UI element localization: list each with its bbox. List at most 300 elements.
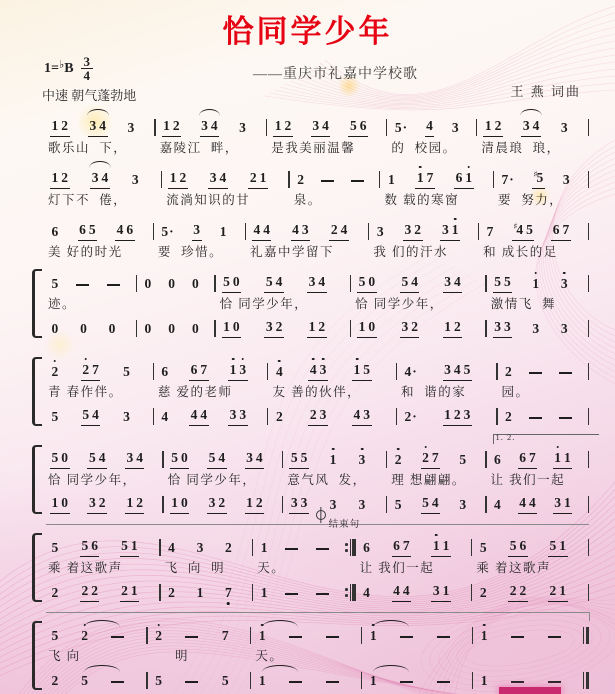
note: 4 — [92, 407, 99, 422]
decor — [345, 588, 348, 591]
note: 4 — [218, 450, 226, 465]
dash-line — [285, 548, 298, 550]
barline — [252, 539, 253, 556]
lyrics: 理 想翩翩。 — [391, 473, 466, 487]
note-group — [368, 627, 378, 645]
note: 0 — [232, 274, 240, 289]
dash-line — [107, 284, 120, 286]
note: 3 — [444, 362, 451, 377]
notation-row-voice2 — [150, 668, 254, 690]
key-signature — [44, 55, 93, 82]
dash-line — [289, 636, 302, 638]
note: 3 — [319, 407, 327, 422]
note-group — [274, 408, 284, 426]
note-group — [504, 363, 514, 381]
measure — [46, 447, 166, 514]
note-group — [223, 539, 233, 557]
note-group — [208, 169, 228, 189]
note-group — [195, 584, 205, 602]
note: 3 — [208, 495, 216, 510]
notation-row-voice2 — [139, 316, 218, 338]
measure — [46, 623, 150, 690]
barline — [588, 223, 589, 240]
notation-row-voice1 — [164, 167, 292, 189]
lyrics: 嘉陵江 畔， — [159, 141, 239, 155]
notation-row-voice1 — [489, 447, 591, 469]
octave-dot-high — [54, 360, 57, 363]
note: 1 — [559, 583, 566, 598]
note: 2 — [154, 628, 164, 643]
note-group — [120, 537, 140, 557]
note: 3 — [559, 276, 569, 291]
dash-line — [548, 681, 561, 683]
notation-row-voice2 — [163, 580, 256, 602]
measure — [500, 359, 592, 426]
lyrics: 美 好的时光 — [48, 245, 123, 259]
score-header — [0, 51, 615, 107]
note-group — [143, 320, 153, 338]
notation-row-voice1 — [150, 623, 254, 645]
measure — [255, 535, 357, 602]
note: 2 — [168, 585, 175, 600]
repeat-dots — [345, 588, 348, 597]
note-group — [403, 221, 423, 241]
note: 0 — [51, 321, 59, 336]
note: 4 — [453, 274, 461, 289]
notation-row-voice1 — [479, 115, 591, 137]
system — [46, 271, 591, 338]
barline — [154, 119, 155, 136]
lyrics: 我 们的汗水 — [373, 245, 448, 259]
note: 1 — [219, 224, 227, 239]
note: 3 — [554, 495, 561, 510]
note: 0 — [61, 450, 68, 465]
notation-row-voice2 — [46, 404, 156, 426]
note: 2 — [172, 118, 180, 133]
note-group — [553, 449, 573, 469]
system-bracket — [32, 357, 42, 426]
augmentation-dot: · — [402, 120, 408, 135]
note-group — [50, 363, 60, 381]
lyrics: 恰 同学少年， — [355, 297, 444, 311]
measure — [292, 167, 383, 212]
note-group — [508, 537, 528, 557]
note: 2 — [519, 583, 527, 598]
notation-row-voice1 — [496, 167, 591, 189]
note-group — [160, 223, 175, 241]
note: ♯5 — [533, 170, 544, 185]
lyrics: 礼嘉中学留下 — [249, 245, 334, 259]
barline — [386, 496, 387, 513]
barline — [478, 223, 479, 240]
lyrics: 恰 同学少年， — [48, 473, 137, 487]
slur-arc — [84, 620, 120, 627]
note-group — [443, 273, 463, 293]
notation-row-voice1 — [500, 359, 592, 381]
note-group — [308, 406, 328, 426]
notation-row-voice1 — [371, 219, 481, 241]
barline — [350, 275, 351, 292]
note: 4· — [404, 364, 417, 379]
note: 3 — [522, 118, 530, 133]
volta-label: 1. 2. — [495, 432, 516, 442]
lyrics — [475, 645, 591, 668]
note-group — [504, 408, 514, 426]
note: 7 — [221, 628, 229, 643]
note-group — [252, 221, 272, 241]
lyrics: 的 校园。 — [391, 141, 457, 155]
note-group — [50, 223, 60, 241]
barline — [146, 627, 147, 644]
notation-row-voice2 — [474, 580, 591, 602]
tempo-marking: 中速 朝气蓬勃地 — [42, 88, 137, 103]
barline — [396, 408, 397, 425]
octave-dot-high — [85, 358, 88, 361]
lyrics: 激情飞 舞 — [490, 297, 557, 311]
dash-line — [351, 180, 364, 182]
note: 1 — [51, 118, 59, 133]
note: 5 — [121, 538, 128, 553]
barline — [588, 171, 589, 188]
note: 2 — [98, 495, 106, 510]
dash-line — [559, 372, 572, 374]
octave-dot-high — [467, 166, 470, 169]
note-group — [195, 539, 205, 557]
slur-arc — [373, 620, 409, 627]
dash-line — [111, 636, 124, 638]
note: 4 — [255, 450, 263, 465]
octave-dot-high — [361, 448, 364, 451]
note: 1 — [442, 583, 450, 598]
note: 6 — [79, 222, 86, 237]
note: 4 — [98, 450, 106, 465]
measure — [158, 115, 270, 160]
barline — [250, 627, 251, 644]
lyrics: 清晨琅 琅， — [481, 141, 561, 155]
note-group — [478, 584, 488, 602]
lyrics: 要 努力， — [498, 193, 564, 207]
measure — [353, 271, 489, 338]
barline — [214, 320, 215, 337]
note: 2 — [91, 583, 98, 598]
note-group — [431, 582, 451, 602]
note: 7 — [200, 362, 208, 377]
note: 3 — [404, 222, 412, 237]
note: 4 — [263, 222, 270, 237]
barline — [361, 672, 362, 689]
barline — [361, 627, 362, 644]
note: 5 — [51, 628, 59, 643]
note: 3 — [318, 362, 328, 377]
lyrics: 让 我们一起 — [359, 561, 435, 575]
note: 6 — [161, 364, 169, 379]
note: 3 — [376, 224, 384, 239]
dash-line — [529, 372, 542, 374]
note: 1 — [171, 495, 178, 510]
note: 1 — [328, 452, 338, 467]
note-group — [421, 494, 441, 514]
lyrics: 让 我们一起 — [490, 473, 566, 487]
note-group — [80, 627, 90, 645]
note-group — [458, 496, 468, 514]
note-group — [50, 449, 70, 469]
octave-dot-high — [241, 358, 244, 361]
lyrics: 天。 — [255, 649, 284, 663]
note-group — [483, 117, 503, 137]
note: 5 — [221, 673, 229, 688]
note: 4 — [101, 170, 109, 185]
dash-line — [289, 681, 302, 683]
note: 4 — [393, 583, 400, 598]
octave-dot-high — [232, 358, 235, 361]
note-group — [167, 320, 177, 338]
lyrics: 恰 同学少年， — [167, 473, 257, 487]
augmentation-dot: · — [509, 172, 514, 187]
note: 0 — [168, 321, 176, 336]
note: 5 — [363, 362, 371, 377]
note: 3 — [229, 407, 237, 422]
lyrics — [364, 645, 475, 668]
note: 5 — [463, 362, 471, 377]
note: 3 — [459, 497, 467, 512]
note-group — [220, 672, 230, 690]
measure — [163, 535, 256, 602]
note: 3 — [494, 319, 502, 334]
barline — [471, 539, 472, 556]
note: 6 — [455, 170, 463, 185]
note-group — [154, 627, 164, 645]
sharp-icon: ♯ — [533, 170, 538, 180]
note: 1 — [444, 407, 451, 422]
measure — [474, 535, 591, 602]
note: 1 — [196, 585, 204, 600]
dash-line — [400, 681, 413, 683]
notation-row-voice2 — [46, 580, 163, 602]
measure — [481, 219, 591, 264]
note: 2 — [50, 364, 60, 379]
note: 2 — [61, 118, 68, 133]
lyrics: 数 载的寒窗 — [384, 193, 460, 207]
barline — [153, 363, 154, 380]
note-group — [257, 672, 267, 690]
note: 4 — [161, 409, 169, 424]
note-group — [518, 449, 538, 469]
lyrics: 恰 同学少年， — [219, 297, 309, 311]
measure — [399, 359, 499, 426]
note-group — [125, 449, 145, 469]
note: 3 — [441, 222, 449, 237]
note: 4 — [168, 540, 175, 555]
note: 4 — [431, 495, 439, 510]
notation-row-voice2 — [166, 492, 286, 514]
measure — [46, 535, 163, 602]
measure — [285, 447, 389, 514]
note: 1 — [260, 585, 268, 600]
note-group — [191, 320, 201, 338]
note: 5 — [51, 450, 59, 465]
dash-line — [400, 636, 413, 638]
measure — [46, 219, 156, 264]
note: 2 — [284, 118, 292, 133]
note: 6 — [359, 118, 367, 133]
note: 6 — [494, 452, 501, 467]
note: 1 — [484, 118, 492, 133]
decor — [345, 543, 348, 546]
note-group — [168, 169, 188, 189]
note-group — [50, 408, 60, 426]
note: 7 — [486, 224, 494, 239]
notation-row-voice2 — [489, 316, 591, 338]
measure — [479, 115, 591, 160]
dash-line — [111, 681, 124, 683]
note: 1 — [257, 628, 267, 643]
note: 5 — [494, 274, 502, 289]
note: 0 — [108, 321, 116, 336]
note: 4 — [219, 170, 227, 185]
notation-row-voice1 — [489, 271, 591, 293]
note-group — [79, 320, 89, 338]
composer-credit: 王 燕 词曲 — [510, 84, 581, 99]
note-group — [425, 117, 435, 137]
note: 3 — [363, 407, 371, 422]
bottom-accent-bar — [499, 687, 561, 694]
lyrics: 慈 爱的老师 — [157, 385, 233, 399]
note: 0 — [180, 450, 188, 465]
note-group — [328, 451, 338, 469]
system — [46, 115, 591, 160]
note-group — [50, 320, 60, 338]
note-group — [512, 220, 535, 241]
note: 4 — [353, 407, 361, 422]
notation-row-voice1 — [158, 115, 270, 137]
note-group — [50, 169, 70, 189]
note: 1 — [274, 118, 282, 133]
barline — [161, 171, 162, 188]
barline — [496, 363, 497, 380]
note: 4 — [116, 222, 124, 237]
note: 4 — [411, 274, 418, 289]
note: 2 — [453, 319, 461, 334]
note: 2 — [393, 452, 403, 467]
note: 5 — [88, 222, 96, 237]
note: 3 — [562, 172, 570, 187]
notation-row-voice1 — [364, 623, 475, 645]
note-group — [170, 494, 190, 514]
note-group — [160, 408, 170, 426]
octave-dot-high — [312, 358, 315, 361]
note: 5 — [88, 450, 96, 465]
note-group — [348, 117, 368, 137]
note: 6 — [91, 538, 98, 553]
note: 4 — [274, 364, 284, 379]
octave-dot-high — [424, 446, 427, 449]
note: ♯4 — [513, 222, 524, 237]
barline — [485, 451, 486, 468]
system — [46, 359, 591, 426]
barline — [588, 539, 589, 556]
notation-row-voice2 — [358, 580, 475, 602]
measure — [46, 359, 156, 426]
measure — [389, 447, 488, 514]
notation-row-voice1 — [285, 447, 389, 469]
barline — [245, 223, 246, 240]
thick — [352, 539, 355, 556]
system — [46, 432, 591, 514]
notation-row-voice1 — [166, 447, 286, 469]
subtitle: ——重庆市礼嘉中学校歌 — [253, 67, 418, 82]
lyrics: 园。 — [501, 385, 530, 399]
note: 2 — [121, 583, 128, 598]
note: 2 — [411, 319, 418, 334]
notation-row-voice1 — [163, 535, 256, 557]
note: 3 — [560, 120, 568, 135]
lyrics: 飞 向 — [48, 649, 81, 663]
note: 1 — [169, 170, 177, 185]
note: 0 — [368, 319, 376, 334]
note: 1 — [442, 538, 450, 553]
note-group — [308, 361, 328, 381]
note: 3 — [265, 319, 273, 334]
note: 7 — [223, 585, 233, 600]
slur-arc — [262, 620, 298, 627]
note: 3 — [444, 274, 451, 289]
barline — [159, 539, 160, 556]
note: 5 — [422, 495, 429, 510]
note-group — [90, 169, 110, 189]
note: 4 — [200, 407, 208, 422]
lyrics: 和 谐的家 — [401, 385, 467, 399]
barline — [162, 496, 163, 513]
notation-row-voice1 — [248, 219, 371, 241]
note: 2 — [136, 495, 143, 510]
measure — [164, 167, 292, 212]
note: 2 — [275, 319, 283, 334]
note-group — [259, 539, 269, 557]
note: 1 — [464, 170, 474, 185]
note-group — [207, 449, 227, 469]
decor — [345, 549, 348, 552]
note: 5· — [161, 224, 174, 239]
notation-row-voice1 — [46, 447, 166, 469]
note: 3 — [126, 450, 134, 465]
measure — [248, 219, 371, 264]
augmentation-dot: · — [412, 364, 417, 379]
note-group — [415, 169, 435, 189]
notation-row-voice1 — [399, 359, 499, 381]
note: 4 — [318, 274, 326, 289]
note-group — [508, 582, 528, 602]
note: 3 — [246, 450, 253, 465]
note: 1 — [258, 673, 266, 688]
barline — [162, 451, 163, 468]
note-group — [559, 275, 569, 293]
note-group — [50, 539, 60, 557]
dash-line — [326, 636, 339, 638]
note-group — [352, 361, 372, 381]
note-group — [238, 119, 248, 137]
notation-row-voice1 — [474, 535, 591, 557]
lyrics: 迹。 — [48, 297, 77, 311]
note-group — [392, 537, 412, 557]
notation-row-voice2 — [489, 492, 591, 514]
note: 6 — [552, 222, 560, 237]
coda-label: 结束句 — [328, 520, 361, 530]
notation-row-voice1 — [382, 167, 496, 189]
note-group — [493, 496, 503, 514]
octave-dot-high — [332, 448, 335, 451]
note-group — [548, 537, 568, 557]
note: 2 — [255, 495, 263, 510]
